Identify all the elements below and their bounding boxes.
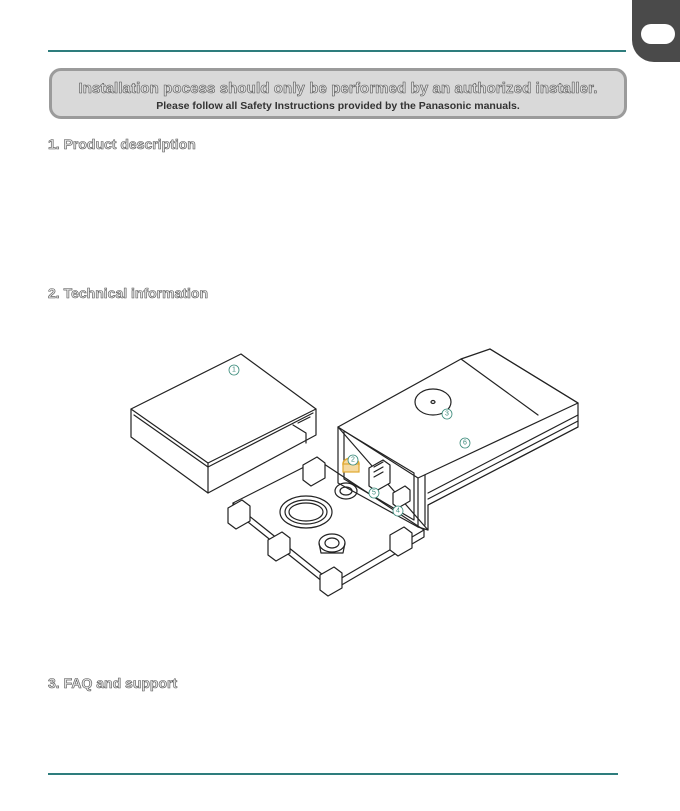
lid-cover [131, 354, 316, 493]
callout-6-label: 6 [463, 439, 467, 447]
language-tab-marker [641, 24, 675, 44]
language-tab[interactable] [632, 0, 680, 62]
main-housing [338, 349, 578, 530]
product-exploded-view [128, 345, 583, 607]
callout-3-label: 3 [445, 410, 449, 418]
callout-5-label: 5 [372, 489, 376, 497]
section-heading-product-description: 1. Product description [48, 136, 196, 152]
section-heading-faq-support: 3. FAQ and support [48, 675, 178, 691]
safety-notice-subtitle: Please follow all Safety Instructions provided by the Panasonic manuals. [156, 100, 520, 112]
callout-4-label: 4 [396, 507, 400, 515]
callout-1-label: 1 [232, 366, 236, 374]
bottom-rule [48, 773, 618, 775]
safety-notice [49, 68, 627, 119]
safety-notice-title: Installation pocess should only be performed by an authorized installer. [78, 80, 598, 97]
section-heading-technical-information: 2. Technical information [48, 285, 209, 301]
callout-2-label: 2 [351, 456, 355, 464]
top-rule [48, 50, 626, 52]
